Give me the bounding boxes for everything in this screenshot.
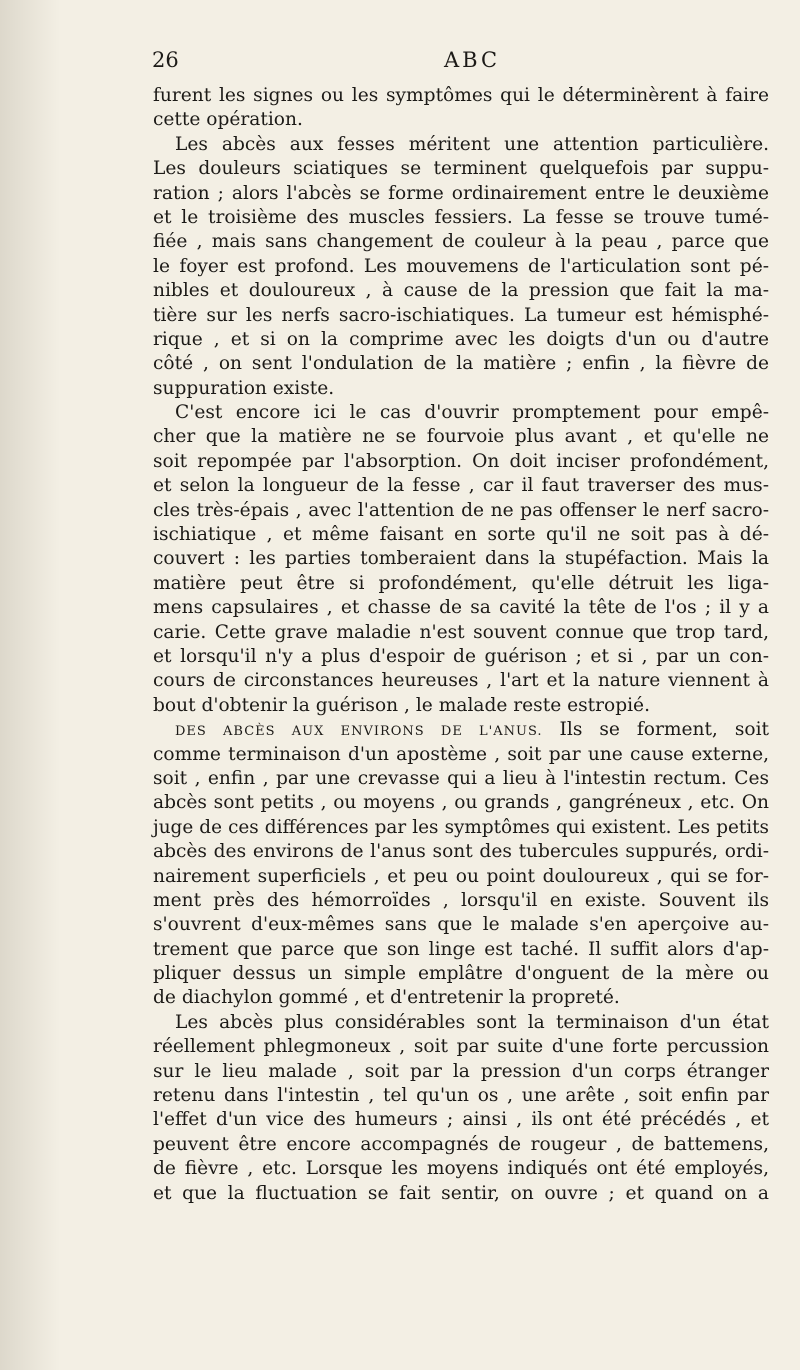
page-number: 26 bbox=[152, 48, 179, 72]
section-heading: DES ABCÈS AUX ENVIRONS DE L'ANUS. bbox=[175, 724, 543, 740]
text-line: matière peut être si profondément, qu'elle détruit les liga- bbox=[153, 572, 769, 594]
text-line: le foyer est profond. Les mouvemens de l'articulation sont pé- bbox=[153, 255, 769, 277]
text-line: de diachylon gommé , et d'entretenir la propreté. bbox=[153, 987, 620, 1009]
page-header bbox=[152, 48, 770, 82]
text-line: rique , et si on la comprime avec les doigts d'un ou d'autre bbox=[153, 328, 769, 350]
text-line: ischiatique , et même faisant en sorte qu'il ne soit pas à dé- bbox=[153, 524, 769, 546]
text-line: suppuration existe. bbox=[153, 377, 335, 399]
text-line: cles très-épais , avec l'attention de ne pas offenser le nerf sacro- bbox=[153, 499, 769, 521]
text-line: tière sur les nerfs sacro-ischiatiques. La tumeur est hémisphé- bbox=[153, 304, 769, 326]
text-line: fiée , mais sans changement de couleur à la peau , parce que bbox=[153, 231, 769, 253]
text-line: juge de ces différences par les symptômes qui existent. Les petits bbox=[153, 816, 769, 838]
text-line: trement que parce que son linge est taché. Il suffit alors d'ap- bbox=[153, 938, 769, 960]
text-line: C'est encore ici le cas d'ouvrir promptement pour empê- bbox=[175, 402, 769, 424]
text-line: abcès des environs de l'anus sont des tubercules suppurés, ordi- bbox=[153, 841, 769, 863]
text-line: bout d'obtenir la guérison , le malade reste estropié. bbox=[153, 694, 650, 716]
text-line: ment près des hémorroïdes , lorsqu'il en existe. Souvent ils bbox=[153, 889, 769, 911]
text-line: Les abcès aux fesses méritent une attention particulière. bbox=[175, 133, 769, 155]
text-line: s'ouvrent d'eux-mêmes sans que le malade s'en aperçoive au- bbox=[153, 914, 769, 936]
text-line: furent les signes ou les symptômes qui le déterminèrent à faire bbox=[153, 85, 769, 106]
text-line: ration ; alors l'abcès se forme ordinairement entre le deuxième bbox=[153, 182, 769, 204]
text-line: mens capsulaires , et chasse de sa cavité la tête de l'os ; il y a bbox=[153, 597, 769, 619]
text-line: cette opération. bbox=[153, 109, 303, 131]
text-line: cher que la matière ne se fourvoie plus avant , et qu'elle ne bbox=[153, 426, 769, 448]
text-line: nibles et douloureux , à cause de la pression que fait la ma- bbox=[153, 280, 769, 302]
text-line: peuvent être encore accompagnés de rougeur , de battemens, bbox=[153, 1133, 769, 1155]
text-line: et selon la longueur de la fesse , car il faut traverser des mus- bbox=[153, 475, 769, 497]
text-line: soit , enfin , par une crevasse qui a lieu à l'intestin rectum. Ces bbox=[153, 767, 769, 789]
text-line: réellement phlegmoneux , soit par suite d'une forte percussion bbox=[153, 1036, 769, 1058]
running-head: ABC bbox=[444, 48, 501, 72]
text-line: abcès sont petits , ou moyens , ou grands , gangréneux , etc. On bbox=[153, 792, 769, 814]
text-line bbox=[153, 718, 769, 742]
text-line: et que la fluctuation se fait sentir, on ouvre ; et quand on a bbox=[153, 1182, 769, 1204]
text-line: Les douleurs sciatiques se terminent quelquefois par suppu- bbox=[153, 158, 769, 180]
text-line: nairement superficiels , et peu ou point douloureux , qui se for- bbox=[153, 865, 769, 887]
text-line: retenu dans l'intestin , tel qu'un os , une arête , soit enfin par bbox=[153, 1085, 769, 1107]
body-text bbox=[153, 84, 769, 1206]
text-line: comme terminaison d'un apostème , soit par une cause externe, bbox=[153, 743, 769, 765]
text-line: Les abcès plus considérables sont la terminaison d'un état bbox=[175, 1011, 769, 1033]
text-line: cours de circonstances heureuses , l'art et la nature viennent à bbox=[153, 670, 769, 692]
text-line: pliquer dessus un simple emplâtre d'onguent de la mère ou bbox=[153, 963, 769, 985]
text-line: et le troisième des muscles fessiers. La fesse se trouve tumé- bbox=[153, 206, 769, 228]
text-line: l'effet d'un vice des humeurs ; ainsi , ils ont été précédés , et bbox=[153, 1109, 769, 1131]
text-line: de fièvre , etc. Lorsque les moyens indiqués ont été employés, bbox=[153, 1158, 769, 1180]
text-line: sur le lieu malade , soit par la pression d'un corps étranger bbox=[153, 1060, 769, 1082]
text-line: côté , on sent l'ondulation de la matière ; enfin , la fièvre de bbox=[153, 353, 769, 375]
text-line: couvert : les parties tomberaient dans la stupéfaction. Mais la bbox=[153, 548, 769, 570]
text-line: soit repompée par l'absorption. On doit inciser profondément, bbox=[153, 450, 769, 472]
text-line: carie. Cette grave maladie n'est souvent connue que trop tard, bbox=[153, 621, 769, 643]
text-line-rest: Ils se forment, soit bbox=[559, 719, 769, 741]
text-line: et lorsqu'il n'y a plus d'espoir de guérison ; et si , par un con- bbox=[153, 645, 769, 667]
